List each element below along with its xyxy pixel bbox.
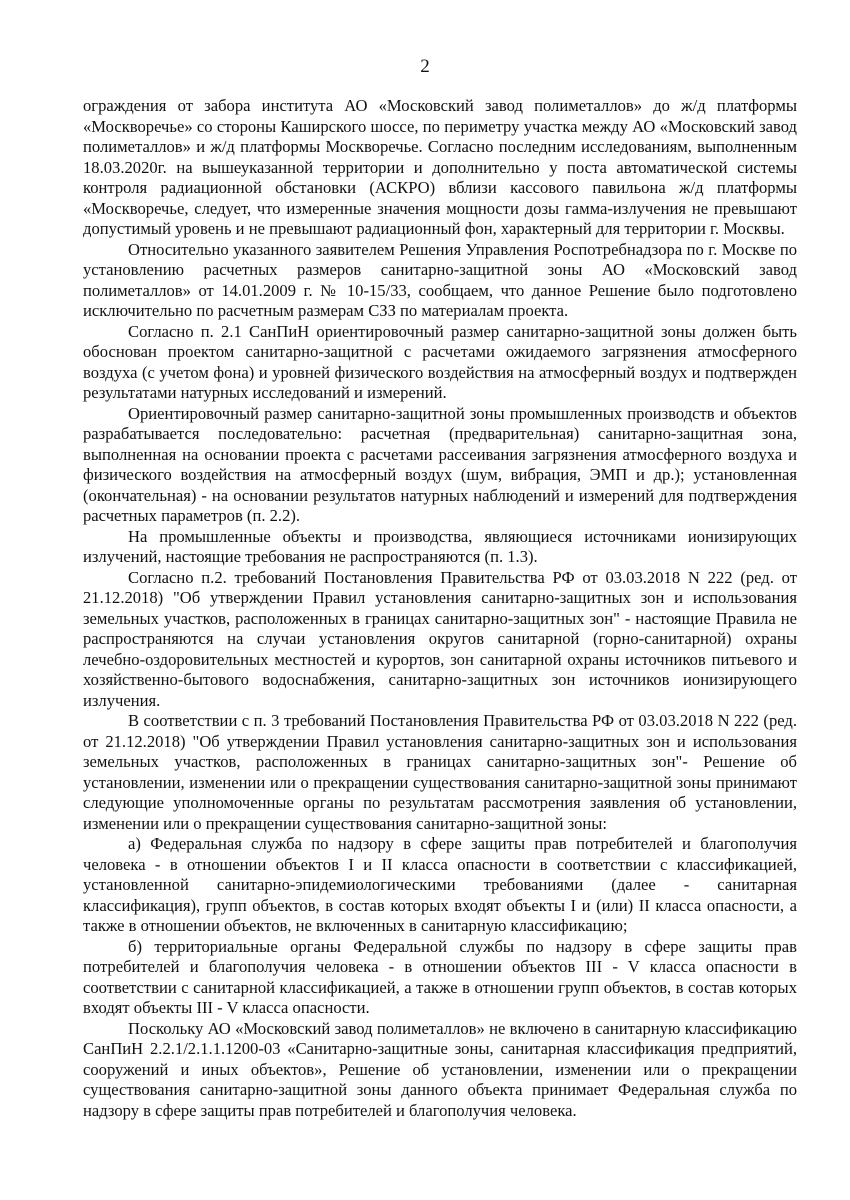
paragraph-2: Относительно указанного заявителем Решения Управления Роспотребнадзора по г. Москве по установлению расчетных размеров санитарно-защитной зоны АО «Московский завод полиметаллов» от 14.01.2009 г. № 10-15/33, сообщаем, что данное Решение было подготовлено исключительно по расчетным размерам СЗЗ по материалам проекта.: [83, 239, 797, 320]
paragraph-5: На промышленные объекты и производства, являющиеся источниками ионизирующих излучений, настоящие требования не распространяются (п. 1.3).: [83, 526, 797, 566]
paragraph-3: Согласно п. 2.1 СанПиН ориентировочный размер санитарно-защитной зоны должен быть обоснован проектом санитарно-защитной с расчетами ожидаемого загрязнения атмосферного воздуха (с учетом фона) и уровней физического воздействия на атмосферный воздух и подтвержден результатами натурных исследований и измерений.: [83, 321, 797, 402]
page-number: 2: [420, 56, 430, 77]
paragraph-4: Ориентировочный размер санитарно-защитной зоны промышленных производств и объектов разрабатывается последовательно: расчетная (предварительная) санитарно-защитная зона, выполненная на основании проекта с расчетами рассеивания загрязнения атмосферного воздуха и физического воздействия на атмосферный воздух (шум, вибрация, ЭМП и др.); установленная (окончательная) - на основании результатов натурных наблюдений и измерений для подтверждения расчетных параметров (п. 2.2).: [83, 403, 797, 525]
paragraph-7: В соответствии с п. 3 требований Постановления Правительства РФ от 03.03.2018 N 222 (ред. от 21.12.2018) "Об утверждении Правил установления санитарно-защитных зон и использования земельных участков, расположенных в границах санитарно-защитных зон"- Решение об установлении, изменении или о прекращении существования санитарно-защитной зоны принимают следующие уполномоченные органы по результатам рассмотрения заявления об установлении, изменении или о прекращении существования санитарно-защитной зоны:: [83, 711, 797, 833]
paragraph-8: а) Федеральная служба по надзору в сфере защиты прав потребителей и благополучия человека - в отношении объектов I и II класса опасности в соответствии с классификацией, установленной санитарно-эпидемиологическими требованиями (далее - санитарная классификация), групп объектов, в состав которых входят объекты I и (или) II класса опасности, а также в отношении объектов, не включенных в санитарную классификацию;: [83, 834, 797, 935]
paragraph-10: Поскольку АО «Московский завод полиметаллов» не включено в санитарную классификацию СанПиН 2.2.1/2.1.1.1200-03 «Санитарно-защитные зоны, санитарная классификация предприятий, сооружений и иных объектов», Решение об установлении, изменении или о прекращении существования санитарно-защитной зоны данного объекта принимает Федеральная служба по надзору в сфере защиты прав потребителей и благополучия человека.: [83, 1018, 797, 1120]
paragraph-1: ограждения от забора института АО «Московский завод полиметаллов» до ж/д платформы «Москворечье» со стороны Каширского шоссе, по периметру участка между АО «Московский завод полиметаллов» и ж/д платформы Москворечье. Согласно последним исследованиям, выполненным 18.03.2020г. на вышеуказанной территории и дополнительно у поста автоматической системы контроля радиационной обстановки (АСКРО) вблизи кассового павильона ж/д платформы «Москворечье, следует, что измеренные значения мощности дозы гамма-излучения не превышают допустимый уровень и не превышают радиационный фон, характерный для территории г. Москвы.: [83, 96, 797, 238]
document-body: [83, 96, 797, 1121]
paragraph-9: б) территориальные органы Федеральной службы по надзору в сфере защиты прав потребителей и благополучия человека - в отношении объектов III - V класса опасности в соответствии с санитарной классификацией, а также в отношении групп объектов, в состав которых входят объекты III - V класса опасности.: [83, 936, 797, 1017]
paragraph-6: Согласно п.2. требований Постановления Правительства РФ от 03.03.2018 N 222 (ред. от 21.12.2018) "Об утверждении Правил установления санитарно-защитных зон и использования земельных участков, расположенных в границах санитарно-защитных зон" - настоящие Правила не распространяются на случаи установления округов санитарной (горно-санитарной) охраны лечебно-оздоровительных местностей и курортов, зон санитарной охраны источников питьевого и хозяйственно-бытового водоснабжения, санитарно-защитных зон источников ионизирующего излучения.: [83, 567, 797, 710]
